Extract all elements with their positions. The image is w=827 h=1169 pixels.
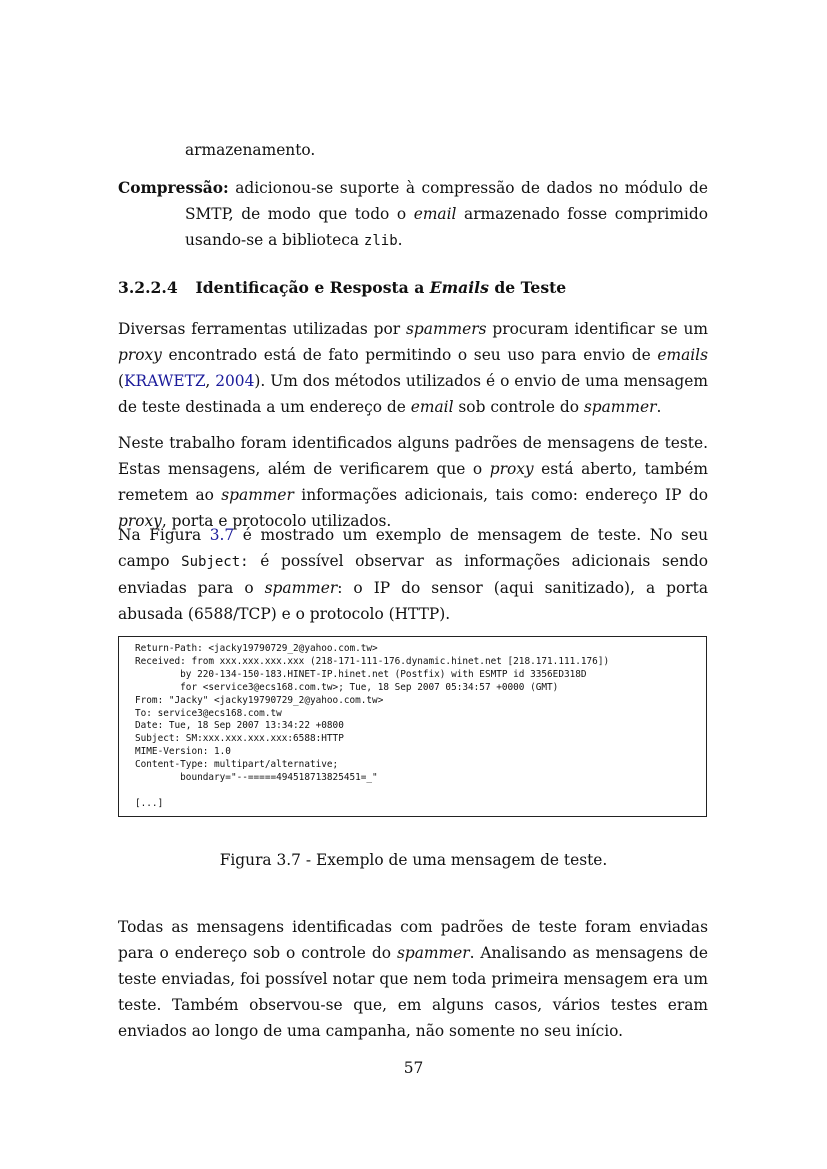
paragraph-1 [118, 316, 708, 420]
email-header-listing [135, 643, 706, 811]
code-line: MIME-Version: 1.0 [135, 746, 231, 758]
emphasis: spammers [406, 320, 487, 338]
code-line: boundary="--=====494518713825451=_" [135, 772, 378, 784]
text: Todas as mensagens identificadas com padrões de teste foram enviadas para o endereço sob o controle do [118, 918, 708, 962]
text: ( [118, 372, 125, 390]
compression-email-emphasis: email [413, 205, 457, 223]
code-line: From: "Jacky" <jacky19790729_2@yahoo.com.tw> [135, 694, 384, 706]
emphasis: spammer [396, 944, 470, 962]
code-line: Date: Tue, 18 Sep 2007 13:34:22 +0800 [135, 720, 344, 732]
compression-term: Compressão: [118, 179, 229, 197]
text: : o IP do sensor (aqui sanitizado), a porta abusada (6588/TCP) e o protocolo (HTTP). [118, 579, 708, 623]
figure-caption: Figura 3.7 - Exemplo de uma mensagem de teste. [219, 851, 608, 869]
section-title-emphasis: Emails [429, 278, 489, 297]
compression-item [118, 175, 708, 254]
page-number: 57 [403, 1059, 424, 1077]
text: é possível observar as informações adicionais sendo enviadas para o [118, 552, 708, 597]
text: Neste trabalho foram identificados alguns padrões de mensagens de teste. Estas mensagens, além de verificarem que o [118, 434, 708, 478]
section-title-part-2: de Teste [494, 278, 567, 297]
emphasis: spammer [264, 579, 338, 597]
emphasis: spammer [583, 398, 657, 416]
code-line: for <service3@ecs168.com.tw>; Tue, 18 Sep 2007 05:34:57 +0000 (GMT) [135, 681, 559, 693]
code-line: Received: from xxx.xxx.xxx.xxx (218-171-111-176.dynamic.hinet.net [218.171.111.176]) [135, 655, 610, 667]
compression-period: . [397, 231, 403, 249]
emphasis: email [410, 398, 454, 416]
text: encontrado está de fato permitindo o seu uso para envio de [168, 346, 651, 364]
emphasis: proxy [118, 512, 162, 530]
code-line: To: service3@ecs168.com.tw [135, 707, 282, 719]
continued-text [185, 137, 708, 163]
section-heading [118, 276, 566, 300]
continued-text-fragment: armazenamento. [185, 141, 316, 159]
subject-code: Subject: [181, 554, 249, 570]
code-line: Content-Type: multipart/alternative; [135, 759, 339, 771]
paragraph-3 [118, 522, 708, 627]
text: informações adicionais, tais como: endereço IP do [301, 486, 708, 504]
compression-text-2: armazenado fosse comprimido usando-se a biblioteca [185, 205, 708, 249]
text: ). Um dos métodos utilizados é o envio de uma mensagem de teste destinada a um endereço de [118, 372, 708, 416]
zlib-code: zlib [363, 233, 398, 249]
code-line: Subject: SM:xxx.xxx.xxx.xxx:6588:HTTP [135, 733, 344, 745]
paragraph-4 [118, 914, 708, 1044]
text: . [656, 398, 662, 416]
code-line: by 220-134-150-183.HINET-IP.hinet.net (Postfix) with ESMTP id 3356ED318D [135, 668, 587, 680]
text: é mostrado um exemplo de mensagem de teste. No seu campo [118, 526, 708, 570]
text: está aberto, também remetem ao [118, 460, 708, 504]
emphasis: proxy [489, 460, 534, 478]
text: , porta e protocolo utilizados. [161, 512, 392, 530]
paragraph-2 [118, 430, 708, 534]
citation-year-link[interactable]: 2004 [215, 372, 255, 390]
code-line: Return-Path: <jacky19790729_2@yahoo.com.tw> [135, 643, 378, 654]
text: procuram identificar se um [492, 320, 708, 338]
citation-author-link[interactable]: KRAWETZ [124, 372, 206, 390]
text: Na Figura [118, 526, 202, 544]
section-number: 3.2.2.4 [118, 278, 178, 297]
text: . Analisando as mensagens de teste enviadas, foi possível notar que nem toda primeira mensagem era um teste. Também observou-se que, em alguns casos, vários testes eram enviados ao longo de uma campanha, não somente no seu início. [118, 944, 708, 1040]
figure-reference-link[interactable]: 3.7 [209, 526, 235, 544]
text: , [205, 372, 211, 390]
compression-text: adicionou-se suporte à compressão de dados no módulo de SMTP, de modo que todo o [185, 179, 708, 223]
text: Diversas ferramentas utilizadas por [118, 320, 401, 338]
emphasis: emails [657, 346, 708, 364]
code-line: [...] [135, 797, 164, 809]
emphasis: spammer [221, 486, 294, 504]
email-header-figure [118, 636, 707, 817]
emphasis: proxy [118, 346, 162, 364]
text: sob controle do [458, 398, 579, 416]
section-title-part: Identificação e Resposta a [195, 278, 425, 297]
